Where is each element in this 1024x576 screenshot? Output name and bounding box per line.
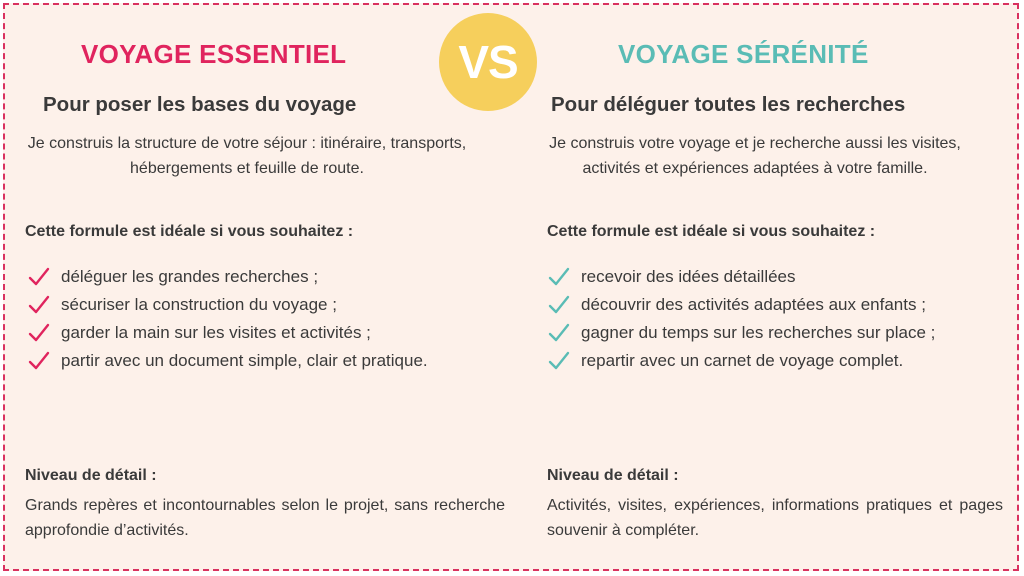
list-item-text: recevoir des idées détaillées <box>581 267 796 286</box>
list-item-text: repartir avec un carnet de voyage complet. <box>581 351 904 370</box>
list-item <box>547 291 967 319</box>
checkmark-icon <box>27 321 51 345</box>
vs-badge: VS <box>439 13 537 111</box>
list-item <box>27 263 457 291</box>
serenite-title: VOYAGE SÉRÉNITÉ <box>618 39 869 69</box>
list-item-text: découvrir des activités adaptées aux enfants ; <box>581 295 926 314</box>
serenite-subtitle: Pour déléguer toutes les recherches <box>551 93 906 116</box>
list-item-text: sécuriser la construction du voyage ; <box>61 295 337 314</box>
essentiel-detail-text: Grands repères et incontournables selon le projet, sans recherche approfondie d’activités. <box>25 497 505 539</box>
list-item <box>27 291 457 319</box>
list-item-text: partir avec un document simple, clair et pratique. <box>61 351 428 370</box>
list-item-text: garder la main sur les visites et activités ; <box>61 323 371 342</box>
list-item <box>547 319 967 347</box>
serenite-intro: Je construis votre voyage et je recherche aussi les visites, activités et expériences adaptées à votre famille. <box>549 135 961 177</box>
checkmark-icon <box>27 349 51 373</box>
comparison-card <box>3 3 1019 571</box>
checkmark-icon <box>27 265 51 289</box>
essentiel-subtitle: Pour poser les bases du voyage <box>43 93 357 116</box>
voyage-serenite-column <box>517 5 1021 569</box>
checkmark-icon <box>547 265 571 289</box>
voyage-essentiel-column <box>5 5 517 569</box>
list-item <box>547 347 967 375</box>
list-item <box>27 319 457 347</box>
essentiel-title: VOYAGE ESSENTIEL <box>81 39 347 69</box>
list-item <box>27 347 457 375</box>
checkmark-icon <box>27 293 51 317</box>
serenite-ideal-heading: Cette formule est idéale si vous souhaitez : <box>547 223 876 240</box>
serenite-detail-label: Niveau de détail : <box>547 467 679 484</box>
serenite-benefits-list <box>547 263 967 375</box>
essentiel-ideal-heading: Cette formule est idéale si vous souhaitez : <box>25 223 354 240</box>
serenite-detail-text: Activités, visites, expériences, informations pratiques et pages souvenir à compléter. <box>547 497 1003 539</box>
list-item-text: déléguer les grandes recherches ; <box>61 267 319 286</box>
essentiel-detail-label: Niveau de détail : <box>25 467 157 484</box>
list-item-text: gagner du temps sur les recherches sur place ; <box>581 323 936 342</box>
checkmark-icon <box>547 293 571 317</box>
checkmark-icon <box>547 349 571 373</box>
essentiel-benefits-list <box>27 263 457 375</box>
essentiel-intro: Je construis la structure de votre séjour : itinéraire, transports, hébergements et feuille de route. <box>27 135 467 177</box>
checkmark-icon <box>547 321 571 345</box>
list-item <box>547 263 967 291</box>
